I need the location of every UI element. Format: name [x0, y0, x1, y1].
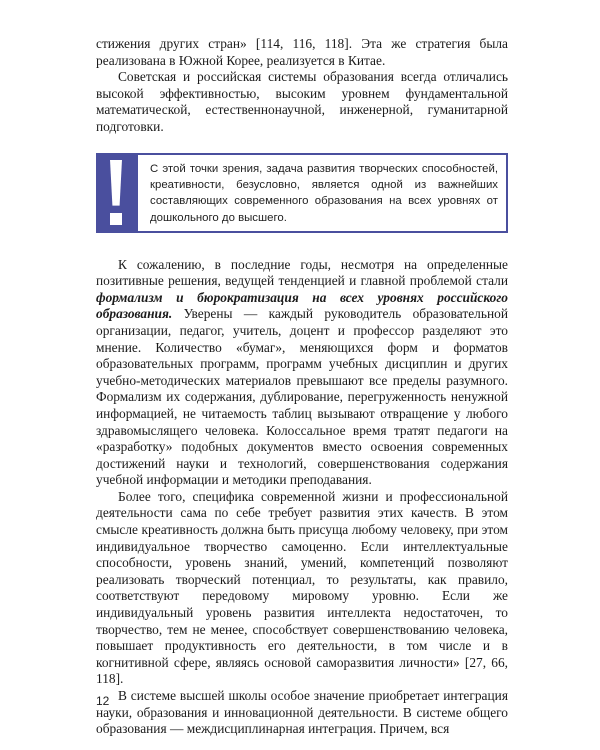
callout-block — [96, 153, 508, 233]
paragraph-creativity: Более того, специфика современной жизни и профессиональной деятельности сама по себе требует развития этих качеств. В этом смысле креативность должна быть присуща любому человеку, при этом индивидуальное творчество самоценно. Если интеллектуальные способности, уровень знаний, умений, компетенций позволяют реализовать творческий потенциал, то результаты, как правило, соответствуют передовому мировому уровню. Если же индивидуальный уровень развития интеллекта недостаточен, то творчество, тем не менее, способствует совершенствованию человека, повышает продуктивность его деятельности, в том числе и в когнитивной сфере, являясь основой саморазвития личности» [27, 66, 118]. — [96, 488, 508, 687]
page-body — [96, 36, 508, 738]
callout-text: С этой точки зрения, задача развития творческих способностей, креативности, безусловно, является одной из важнейших составляющих современного образования на всех уровнях от дошкольного до высшего. — [150, 162, 498, 224]
paragraph-soviet-education: Советская и российская системы образования всегда отличались высокой эффективностью, высоким уровнем фундаментальной математической, естественнонаучной, инженерной, гуманитарной подготовки. — [96, 69, 508, 134]
paragraph-continuation: стижения других стран» [114, 116, 118]. Эта же стратегия была реализована в Южной Корее, реализуется в Китае. — [96, 36, 508, 68]
paragraph-formalism — [96, 257, 508, 489]
exclamation-icon — [96, 153, 136, 233]
paragraph-formalism-lead: К сожалению, в последние годы, несмотря на определенные позитивные решения, ведущей тенденцией и главной проблемой стали — [96, 256, 508, 289]
page-number: 12 — [96, 694, 110, 708]
paragraph-formalism-rest: Уверены — каждый руководитель образовательной организации, педагог, учитель, доцент и профессор разделяют это мнение. Количество «бумаг», меняющихся форм и форматов образовательных программ, программ учебных дисциплин и других учебно-методических материалов превышают все пределы разумного. Формализм их содержания, дублирование, перегруженность ненужной информацией, не читаемость таблиц вызывают отвращение у любого здравомыслящего человека. Колоссальное время тратят педагоги на «разработку» подобных документов вместо освоения современных достижений науки и технологий, совершенствования содержания учебной информации и методики преподавания. — [96, 306, 508, 488]
callout-box — [136, 153, 508, 233]
emphasis-formalism: формализм и бюрократизация на всех уровнях российского образования. — [96, 289, 508, 322]
paragraph-integration: В системе высшей школы особое значение приобретает интеграция науки, образования и инновационной деятельности. В системе общего образования — междисциплинарная интеграция. Причем, вся — [96, 688, 508, 737]
